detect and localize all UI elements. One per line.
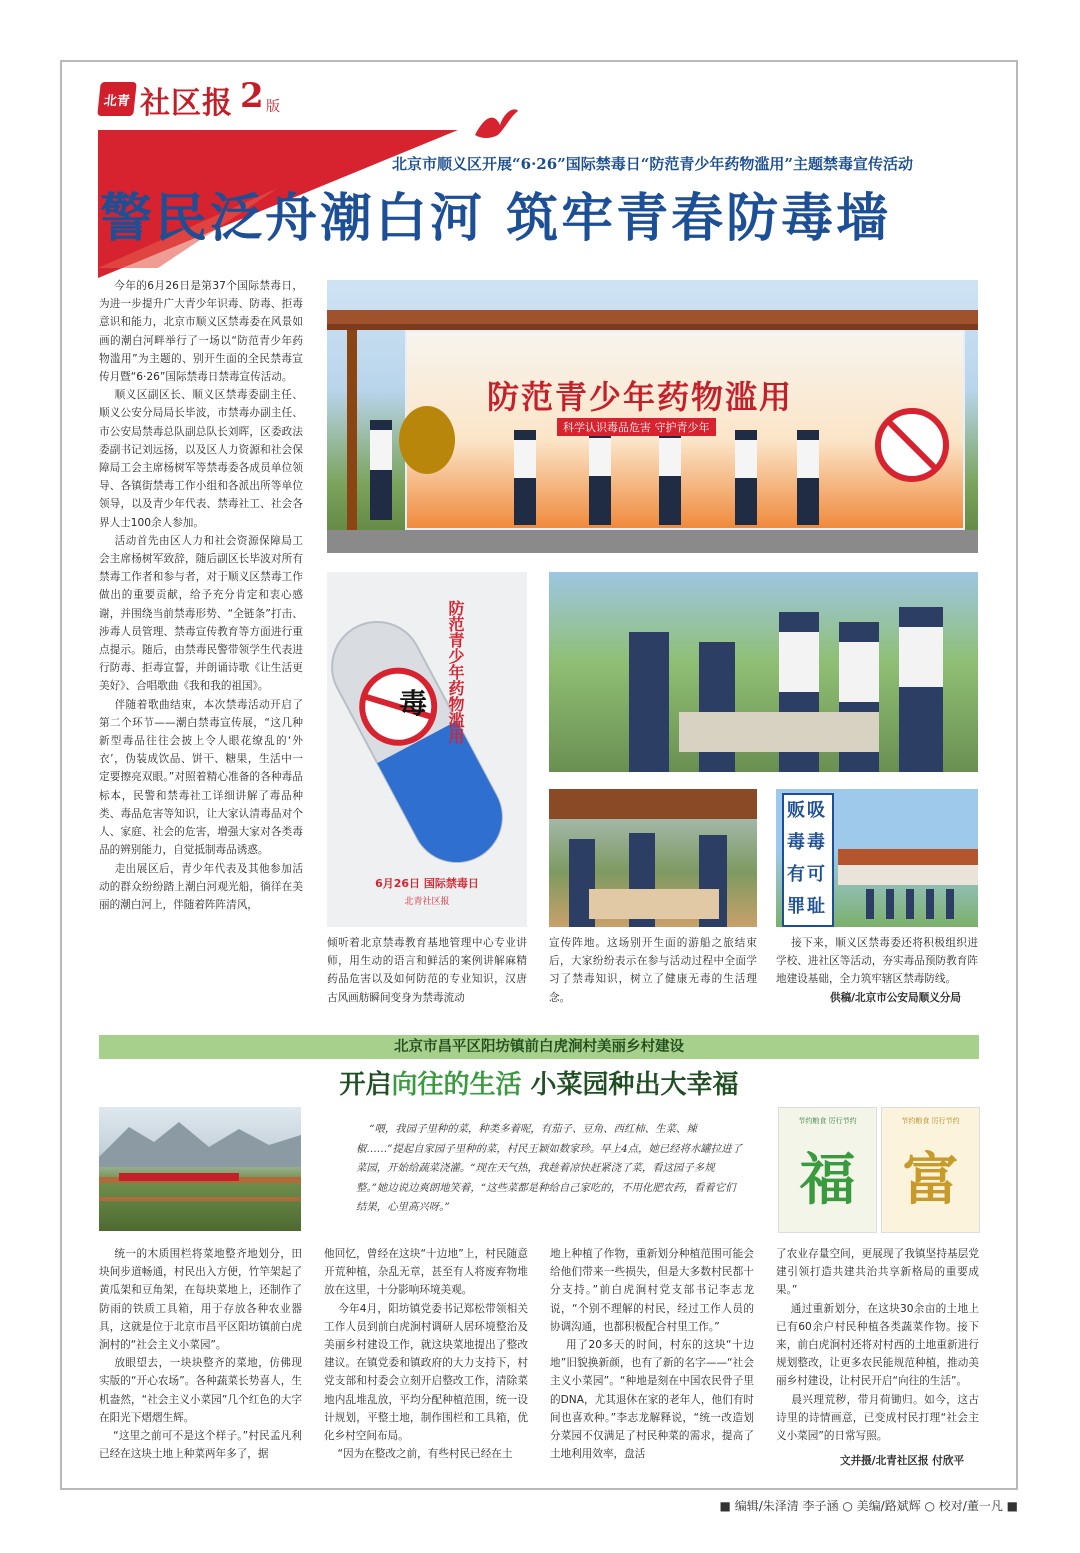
drug-prevention-poster bbox=[327, 572, 527, 927]
boat-lecture-photo bbox=[549, 789, 757, 927]
poster-org: 北青社区报 bbox=[404, 897, 450, 907]
page-footer-staff: ■ 编辑/朱泽清 李子涵 ○ 美编/路斌辉 ○ 校对/董一凡 ■ bbox=[719, 1499, 1018, 1513]
story1-headline: 警民泛舟潮白河 筑牢青春防毒墙 bbox=[100, 189, 892, 249]
story2-band-text: 北京市昌平区阳坊镇前白虎涧村美丽乡村建设 bbox=[394, 1038, 684, 1055]
story2-column-1: 统一的木质围栏将菜地整齐地划分，田块间步道畅通，村民出入方便，竹竿架起了黄瓜架和豆角架，在每块菜地上，还制作了防雨的铁质工具箱，用于存放各种农业器具，这就是位于北京市昌平区阳坊镇前白虎涧村的“社会主义小菜园”。 放眼望去，一块块整齐的菜地，仿佛现实版的“开心农场”。各种蔬菜长势喜人，生机盎然，“社会主义小菜园”几个红色的大字在阳光下熠熠生辉。 “这里之前可不是这个样子。”村民孟凡利已经在这块土地上种菜两年多了，据 bbox=[99, 1248, 302, 1461]
poster-date: 6月26日 国际禁毒日 bbox=[375, 877, 479, 890]
story1-column-4: 接下来，顺义区禁毒委还将积极组织进学校、进社区等活动，夯实毒品预防教育阵地建设基础，全力筑牢辖区禁毒防线。 bbox=[776, 937, 978, 986]
story1-subtitle: 北京市顺义区开展“6·26”国际禁毒日“防范青少年药物滥用”主题禁毒宣传活动 bbox=[392, 155, 914, 173]
fu-poster-2-char: 富 bbox=[902, 1147, 959, 1213]
dove-icon bbox=[470, 105, 520, 145]
story2-credit: 文并摄/北青社区报 付欣平 bbox=[840, 1455, 965, 1467]
exhibition-photo bbox=[549, 572, 978, 772]
story2-quote: “喂，我园子里种的菜，种类多着呢，有茄子、豆角、西红柿、生菜、辣椒……”提起自家园子里种的菜，村民王颖如数家珍。早上4点，她已经将水罐拉进了菜园，开始给蔬菜浇灌。“现在天气热，我趁着凉快赶紧浇了菜，看这园子多规整。”她边说边爽朗地笑着，“这些菜都是种给自己家吃的，不用化肥农药，看着它们结果，心里高兴呀。” bbox=[356, 1123, 742, 1213]
story1-column-3: 宣传阵地。这场别开生面的游船之旅结束后，大家纷纷表示在参与活动过程中全面学习了禁毒知识，树立了健康无毒的生活理念。 bbox=[549, 937, 757, 1004]
poster-title: 防范青少年药物滥用 bbox=[446, 600, 465, 744]
edition-number: 2 bbox=[240, 76, 264, 116]
edition-label: 版 bbox=[266, 99, 280, 115]
poster-char: 毒 bbox=[399, 687, 428, 720]
story2-column-3: 地上种植了作物，重新划分种植范围可能会给他们带来一些损失，但是大多数村民都十分支持。”前白虎涧村党支部书记李志龙说，“个别不理解的村民，经过工作人员的协调沟通，也都积极配合村里工作。” 用了20多天的时间，村东的这块“十边地”旧貌换新颜，也有了新的名字——“社会主义小菜园”。“种地是刻在中国农民骨子里的DNA，尤其退休在家的老年人，他们有时间也喜欢种。”李志龙解释说，“统一改造划分菜园不仅满足了村民种菜的需求，提高了土地利用效率，盘活 bbox=[550, 1248, 754, 1461]
story2-headline: 开启向往的生活 小菜园种出大幸福 bbox=[339, 1070, 739, 1100]
story2-column-2: 他回忆，曾经在这块“十边地”上，村民随意开荒种植，杂乱无章，甚至有人将废弃物堆放在这里，十分影响环境美观。 今年4月，阳坊镇党委书记郑松带领相关工作人员到前白虎涧村调研人居环境整治及美丽乡村建设工作，就这块菜地提出了整改建议。在镇党委和镇政府的大力支持下，村党支部和村委会立刻开启整改工作，清除菜地内乱堆乱放，平均分配种植范围，统一设计规划，平整土地，制作围栏和工具箱，优化乡村空间布局。 “因为在整改之前，有些村民已经在土 bbox=[324, 1248, 528, 1461]
sign-text-right: 吸 毒 可 耻 bbox=[807, 800, 825, 917]
stage-banner-text: 防范青少年药物滥用 bbox=[487, 378, 794, 416]
vegetable-garden-photo bbox=[99, 1107, 301, 1231]
story1-column-2: 倾听着北京禁毒教育基地管理中心专业讲师，用生动的语言和鲜活的案例讲解麻精药品危害以及如何防范的专业知识，汉唐古风画舫瞬间变身为禁毒流动 bbox=[327, 937, 527, 1004]
newspaper-logo-mark: 北青 bbox=[97, 82, 137, 116]
capsule-icon bbox=[327, 572, 527, 927]
paper-name: 社区报 bbox=[140, 86, 233, 121]
sign-text-left: 贩 毒 有 罪 bbox=[787, 800, 805, 917]
story1-column-1: 今年的6月26日是第37个国际禁毒日，为进一步提升广大青少年识毒、防毒、拒毒意识和能力，北京市顺义区禁毒委在风景如画的潮白河畔举行了一场以“防范青少年药物滥用”为主题的、别开生面的全民禁毒宣传月暨“6·26”国际禁毒日禁毒宣传活动。 顺义区副区长、顺义区禁毒委副主任、顺义公安分局局长毕波，市禁毒办副主任、市公安局禁毒总队副总队长刘晖，区委政法委副书记刘远扬，以及区人力资源和社会保障局工会主席杨树军等禁毒委各成员单位领导、各镇街禁毒工作小组和各派出所等单位领导，以及青少年代表、禁毒社工、社会各界人士100余人参加。 活动首先由区人力和社会资源保障局工会主席杨树军致辞，随后副区长毕波对所有禁毒工作者和参与者，对于顺义区禁毒工作做出的重要贡献，给予充分肯定和衷心感谢，并围绕当前禁毒形势、“全链条”打击、涉毒人员管理、禁毒宣传教育等方面进行重点提示。随后，由禁毒民警带领学生代表进行防毒、拒毒宣誓，并朗诵诗歌《让生活更美好》、合唱歌曲《我和我的祖国》。 伴随着歌曲结束，本次禁毒活动开启了第二个环节——潮白禁毒宣传展，“这几种新型毒品往往会披上令人眼花缭乱的‘外衣’，伪装成饮品、饼干、糖果，生活中一定要擦亮双眼。”对照着精心准备的各种毒品标本，民警和禁毒社工详细讲解了毒品种类、毒品危害等知识，让大家认清毒品对个人、家庭、社会的危害，增强大家对各类毒品的辨别能力，自觉抵制毒品诱惑。 走出展区后，青少年代表及其他参加活动的群众纷纷踏上潮白河观光船，徜徉在美丽的潮白河上，伴随着阵阵清风， bbox=[99, 280, 303, 911]
stage-banner-subtext: 科学认识毒品危害 守护青少年 bbox=[557, 418, 716, 436]
anti-drug-sign-photo bbox=[776, 789, 978, 927]
story2-column-4: 了农业存量空间，更展现了我镇坚持基层党建引领打造共建共治共享新格局的重要成果。” 通过重新划分，在这块30余亩的土地上已有60余户村民种植各类蔬菜作物。接下来，前白虎涧村还将对村西的土地重新进行规划整改，让更多农民能规范种植，推动美丽乡村建设，让村民开启“向往的生活”。 晨兴理荒秽，带月荷锄归。如今，这古诗里的诗情画意，已变成村民打理“社会主义小菜园”的日常写照。 bbox=[776, 1248, 979, 1443]
event-stage-photo bbox=[327, 280, 978, 553]
fu-poster-char: 福 bbox=[799, 1147, 856, 1213]
story1-credit: 供稿/北京市公安局顺义分局 bbox=[830, 992, 961, 1004]
fu-poster: 节约粮食 厉行节约 福 bbox=[778, 1107, 877, 1233]
fu-poster-2: 节约粮食 厉行节约 富 bbox=[881, 1107, 980, 1233]
